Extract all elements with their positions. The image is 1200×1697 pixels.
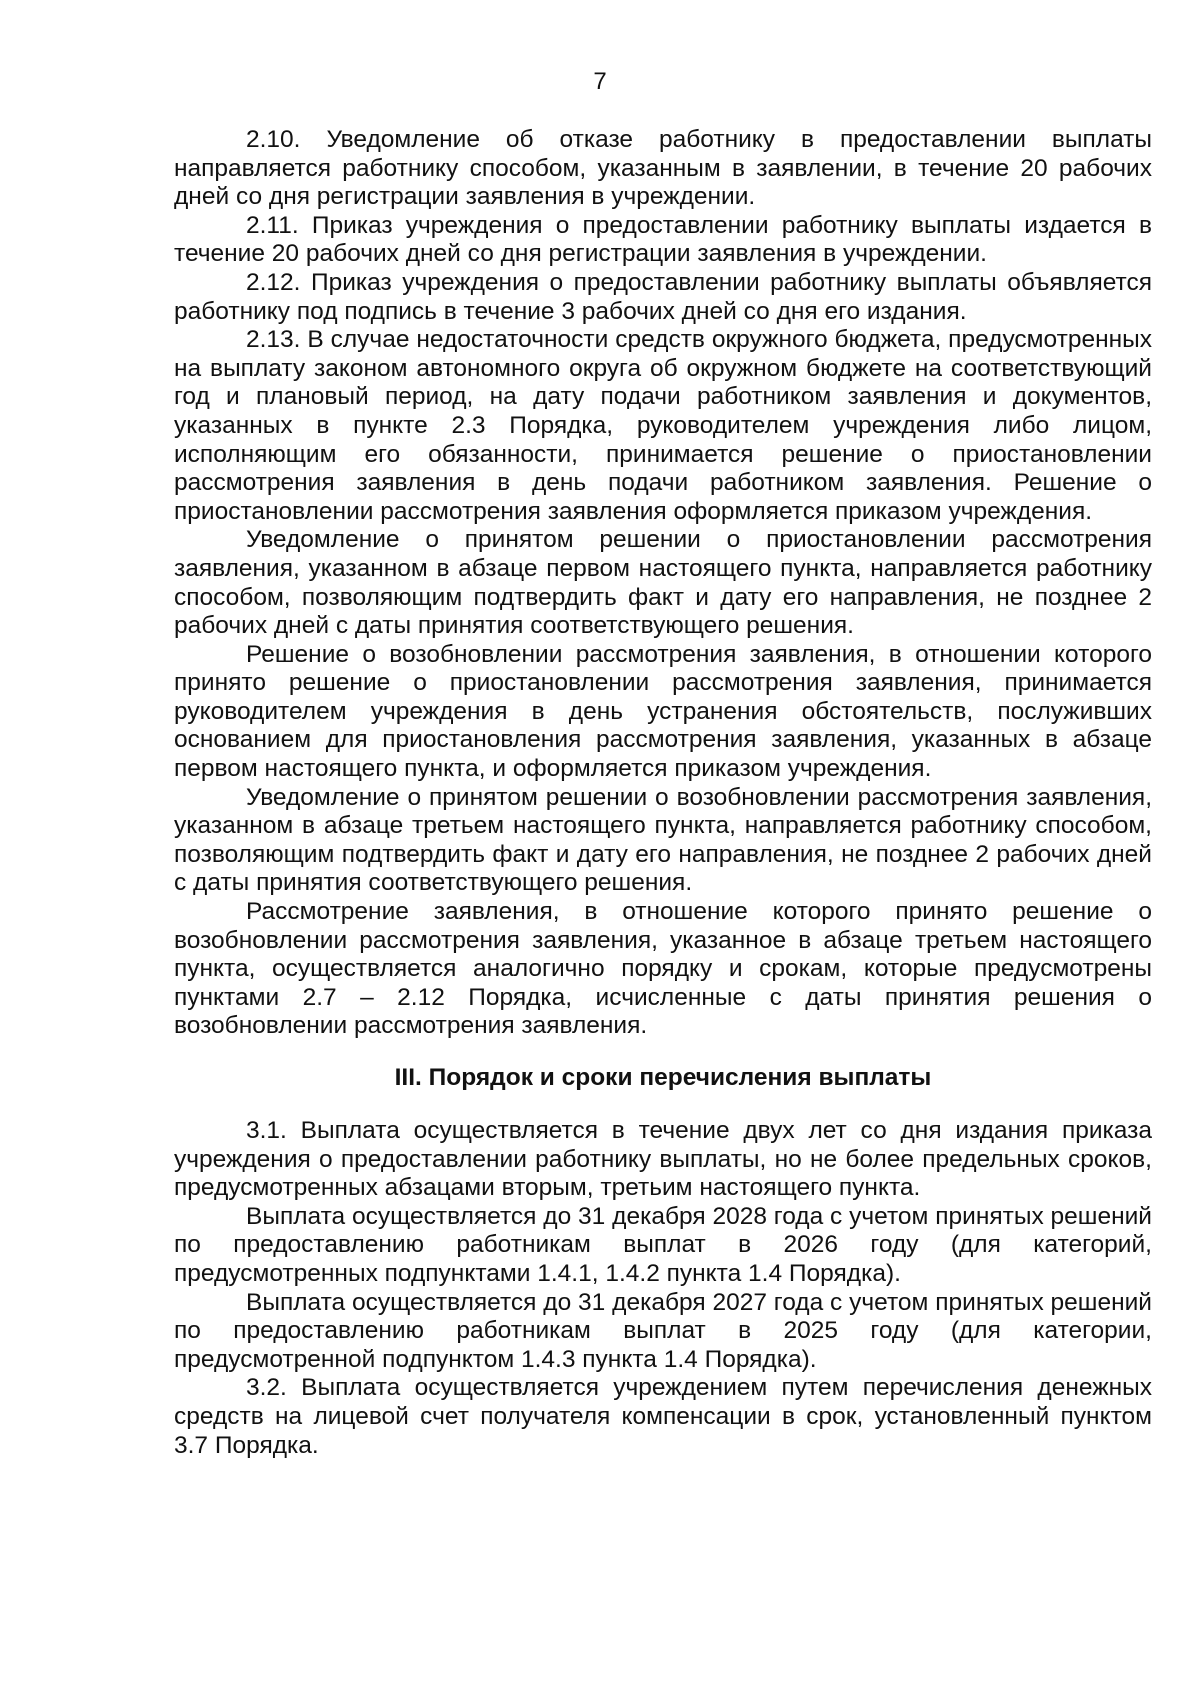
page-number: 7 [593, 68, 607, 95]
paragraph-resumed-review: Рассмотрение заявления, в отношение которого принято решение о возобновлении рассмотрения заявления, указанное в абзаце третьем настоящего пункта, осуществляется аналогично порядку и срокам, которые предусмотрены пунктами 2.7 – 2.12 Порядка, исчисленные с даты принятия решения о возобновлении рассмотрения заявления. [174, 898, 1152, 1040]
paragraph-2-13: 2.13. В случае недостаточности средств окружного бюджета, предусмотренных на выплату законом автономного округа об окружном бюджете на соответствующий год и плановый период, на дату подачи работником заявления и документов, указанных в пункте 2.3 Порядка, руководителем учреждения либо лицом, исполняющим его обязанности, принимается решение о приостановлении рассмотрения заявления в день подачи работником заявления. Решение о приостановлении рассмотрения заявления оформляется приказом учреждения. [174, 326, 1152, 525]
document-body [174, 126, 1152, 1460]
paragraph-2-12: 2.12. Приказ учреждения о предоставлении работнику выплаты объявляется работнику под подпись в течение 3 рабочих дней со дня его издания. [174, 268, 1152, 325]
paragraph-resumption-notice: Уведомление о принятом решении о возобновлении рассмотрения заявления, указанном в абзаце третьем настоящего пункта, направляется работнику способом, позволяющим подтвердить факт и дату его направления, не позднее 2 рабочих дней с даты принятия соответствующего решения. [174, 783, 1152, 897]
paragraph-payment-deadline-2027: Выплата осуществляется до 31 декабря 2027 года с учетом принятых решений по предоставлению работникам выплат в 2025 году (для категории, предусмотренной подпунктом 1.4.3 пункта 1.4 Порядка). [174, 1288, 1152, 1373]
paragraph-payment-deadline-2028: Выплата осуществляется до 31 декабря 2028 года с учетом принятых решений по предоставлению работникам выплат в 2026 году (для категорий, предусмотренных подпунктами 1.4.1, 1.4.2 пункта 1.4 Порядка). [174, 1202, 1152, 1287]
paragraph-3-2: 3.2. Выплата осуществляется учреждением путем перечисления денежных средств на лицевой счет получателя компенсации в срок, установленный пунктом 3.7 Порядка. [174, 1374, 1152, 1459]
paragraph-3-1: 3.1. Выплата осуществляется в течение двух лет со дня издания приказа учреждения о предоставлении работнику выплаты, но не более предельных сроков, предусмотренных абзацами вторым, третьим настоящего пункта. [174, 1117, 1152, 1202]
paragraph-suspension-notice: Уведомление о принятом решении о приостановлении рассмотрения заявления, указанном в абзаце первом настоящего пункта, направляется работнику способом, позволяющим подтвердить факт и дату его направления, не позднее 2 рабочих дней с даты принятия соответствующего решения. [174, 526, 1152, 640]
paragraph-resumption-decision: Решение о возобновлении рассмотрения заявления, в отношении которого принято решение о приостановлении рассмотрения заявления, принимается руководителем учреждения в день устранения обстоятельств, послуживших основанием для приостановления рассмотрения заявления, указанных в абзаце первом настоящего пункта, и оформляется приказом учреждения. [174, 640, 1152, 783]
paragraph-2-11: 2.11. Приказ учреждения о предоставлении работнику выплаты издается в течение 20 рабочих дней со дня регистрации заявления в учреждении. [174, 211, 1152, 268]
paragraph-2-10: 2.10. Уведомление об отказе работнику в предоставлении выплаты направляется работнику способом, указанным в заявлении, в течение 20 рабочих дней со дня регистрации заявления в учреждении. [174, 126, 1152, 211]
section-heading: III. Порядок и сроки перечисления выплаты [394, 1064, 932, 1091]
